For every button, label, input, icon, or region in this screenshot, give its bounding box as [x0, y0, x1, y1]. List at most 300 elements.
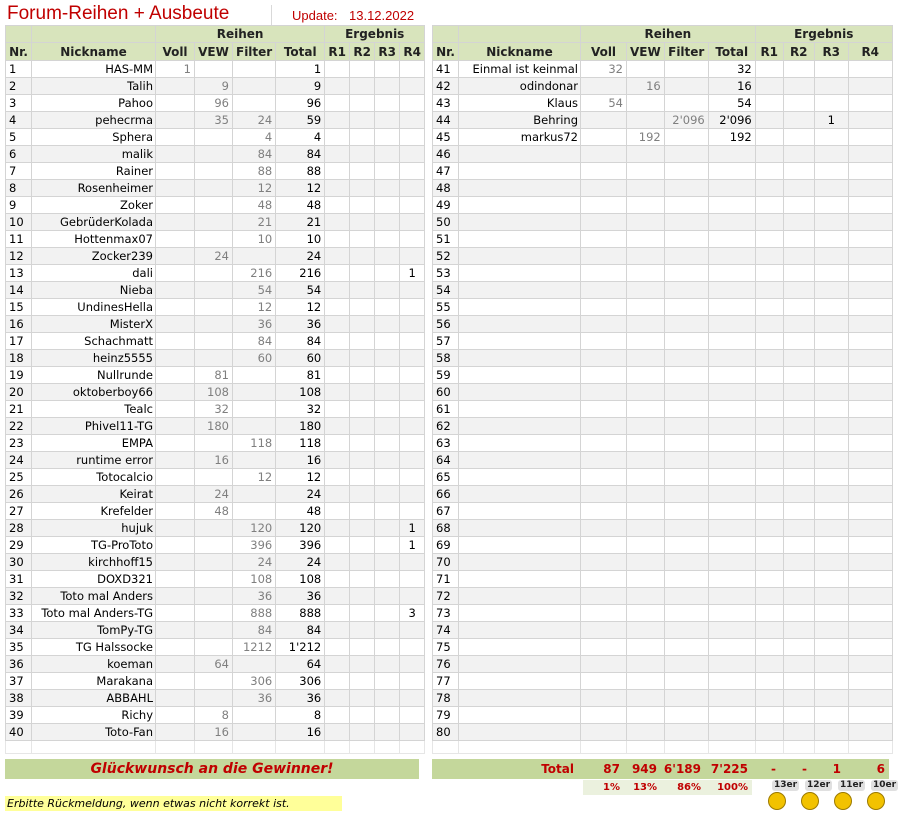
cell-vew: [627, 248, 665, 265]
cell-nickname: MisterX: [32, 316, 156, 333]
cell-total: 2'096: [708, 112, 755, 129]
col-header-nickname: Nickname: [459, 43, 581, 61]
cell-total: [708, 707, 755, 724]
cell-r2: [350, 571, 375, 588]
cell-voll: [156, 656, 195, 673]
table-row: [6, 384, 425, 401]
cell-nickname: HAS-MM: [32, 61, 156, 78]
cell-vew: [627, 537, 665, 554]
cell-r4: [848, 61, 892, 78]
cell-r3: [814, 214, 848, 231]
cell-nickname: Marakana: [32, 673, 156, 690]
cell-r2: [350, 316, 375, 333]
cell-nr: 9: [6, 197, 32, 214]
cell-nickname: koeman: [32, 656, 156, 673]
cell-r1: [325, 95, 350, 112]
cell-r2: [783, 231, 814, 248]
cell-r4: [400, 214, 425, 231]
cell-r4: [848, 112, 892, 129]
cell-total: [708, 656, 755, 673]
cell-total: [708, 401, 755, 418]
cell-nickname: Schachmatt: [32, 333, 156, 350]
cell-r4: [400, 367, 425, 384]
cell-voll: [156, 639, 195, 656]
cell-nickname: TomPy-TG: [32, 622, 156, 639]
cell-nr: 62: [433, 418, 459, 435]
cell-r3: [375, 435, 400, 452]
cell-filter: [233, 384, 276, 401]
cell-nickname: dali: [32, 265, 156, 282]
cell-r4: [400, 129, 425, 146]
cell-r4: [848, 656, 892, 673]
cell-r1: [325, 129, 350, 146]
cell-voll: [581, 486, 627, 503]
cell-r2: [783, 486, 814, 503]
cell-vew: [627, 112, 665, 129]
cell-nr: 8: [6, 180, 32, 197]
cell-total: [708, 520, 755, 537]
cell-nickname: [459, 231, 581, 248]
table-row: [433, 248, 893, 265]
table-row: [6, 673, 425, 690]
cell-total: 118: [276, 435, 325, 452]
cell-r4: [848, 180, 892, 197]
cell-r2: [783, 197, 814, 214]
cell-r4: [848, 452, 892, 469]
cell-nickname: [459, 333, 581, 350]
cell-total: 84: [276, 333, 325, 350]
cell-nr: 47: [433, 163, 459, 180]
cell-nickname: [459, 707, 581, 724]
cell-r4: [400, 673, 425, 690]
cell-r4: [400, 316, 425, 333]
cell-r1: [325, 282, 350, 299]
cell-r4: [848, 435, 892, 452]
cell-nickname: [459, 656, 581, 673]
cell-r4: [400, 180, 425, 197]
winner-11-icon: [832, 780, 862, 810]
cell-filter: 36: [233, 690, 276, 707]
cell-r1: [755, 401, 783, 418]
cell-r2: [783, 299, 814, 316]
cell-r2: [350, 112, 375, 129]
cell-vew: [195, 639, 233, 656]
cell-vew: [627, 333, 665, 350]
cell-r3: [814, 401, 848, 418]
cell-voll: [581, 418, 627, 435]
cell-filter: 48: [233, 197, 276, 214]
cell-voll: [156, 333, 195, 350]
percent-filter: 86%: [661, 780, 705, 795]
cell-nickname: [459, 180, 581, 197]
cell-total: [708, 231, 755, 248]
cell-vew: 108: [195, 384, 233, 401]
cell-nickname: [459, 605, 581, 622]
cell-r2: [350, 588, 375, 605]
cell-r1: [755, 180, 783, 197]
cell-r2: [350, 520, 375, 537]
group-header-reihen: Reihen: [581, 26, 756, 43]
cell-filter: 12: [233, 469, 276, 486]
cell-r2: [350, 605, 375, 622]
cell-voll: [156, 605, 195, 622]
cell-voll: [581, 588, 627, 605]
cell-r2: [783, 622, 814, 639]
cell-r1: [325, 299, 350, 316]
cell-filter: 120: [233, 520, 276, 537]
cell-total: 108: [276, 571, 325, 588]
cell-r2: [783, 316, 814, 333]
cell-nr: 66: [433, 486, 459, 503]
cell-filter: 108: [233, 571, 276, 588]
cell-r1: [325, 316, 350, 333]
cell-r3: [375, 588, 400, 605]
table-row: [6, 95, 425, 112]
update-label: Update:: [292, 8, 338, 23]
cell-r4: 1: [400, 265, 425, 282]
cell-vew: [627, 401, 665, 418]
cell-vew: [627, 673, 665, 690]
cell-nr: 73: [433, 605, 459, 622]
table-row: [433, 112, 893, 129]
cell-r1: [755, 61, 783, 78]
table-row: [433, 180, 893, 197]
cell-filter: 36: [233, 316, 276, 333]
cell-vew: [627, 486, 665, 503]
cell-r1: [755, 707, 783, 724]
cell-filter: [664, 520, 708, 537]
cell-nr: 51: [433, 231, 459, 248]
cell-total: 84: [276, 146, 325, 163]
table-row: [433, 520, 893, 537]
cell-nr: 48: [433, 180, 459, 197]
cell-r1: [325, 78, 350, 95]
cell-nr: 79: [433, 707, 459, 724]
cell-voll: [156, 163, 195, 180]
cell-r3: [375, 554, 400, 571]
cell-voll: [156, 299, 195, 316]
cell-filter: [664, 452, 708, 469]
cell-r2: [350, 231, 375, 248]
cell-r2: [350, 435, 375, 452]
medal-badge: 10er: [873, 780, 897, 790]
cell-r3: [814, 282, 848, 299]
cell-total: 36: [276, 588, 325, 605]
cell-nr: 3: [6, 95, 32, 112]
cell-voll: [156, 129, 195, 146]
cell-r2: [350, 401, 375, 418]
cell-r1: [755, 435, 783, 452]
cell-voll: [156, 537, 195, 554]
totals-row: [432, 759, 889, 779]
cell-r3: [375, 503, 400, 520]
cell-voll: [581, 605, 627, 622]
table-row: [433, 384, 893, 401]
cell-vew: [195, 469, 233, 486]
cell-total: [708, 537, 755, 554]
cell-total: 48: [276, 197, 325, 214]
cell-r1: [325, 486, 350, 503]
table-row: [6, 231, 425, 248]
cell-nr: 41: [433, 61, 459, 78]
cell-filter: 24: [233, 554, 276, 571]
cell-r3: [375, 605, 400, 622]
cell-r3: [814, 605, 848, 622]
cell-r1: [325, 588, 350, 605]
cell-total: [708, 350, 755, 367]
total-voll: 87: [603, 762, 620, 776]
cell-nickname: EMPA: [32, 435, 156, 452]
cell-nickname: [459, 401, 581, 418]
cell-r3: [814, 588, 848, 605]
cell-nr: 39: [6, 707, 32, 724]
cell-r4: [848, 231, 892, 248]
cell-vew: [195, 231, 233, 248]
spacer-cell: [375, 741, 400, 754]
header-blank: [433, 26, 459, 43]
cell-filter: [233, 95, 276, 112]
cell-r1: [755, 520, 783, 537]
cell-filter: 306: [233, 673, 276, 690]
cell-r3: [375, 61, 400, 78]
cell-total: [708, 248, 755, 265]
cell-nickname: GebrüderKolada: [32, 214, 156, 231]
table-row: [433, 163, 893, 180]
cell-r4: [848, 673, 892, 690]
cell-vew: [195, 282, 233, 299]
cell-nickname: [459, 197, 581, 214]
cell-r2: [783, 639, 814, 656]
cell-r2: [783, 367, 814, 384]
cell-r1: [325, 333, 350, 350]
cell-r1: [755, 673, 783, 690]
cell-r1: [325, 707, 350, 724]
col-header-r3: R3: [375, 43, 400, 61]
table-row: [433, 350, 893, 367]
cell-r3: [814, 656, 848, 673]
cell-r3: [375, 639, 400, 656]
cell-r1: [755, 78, 783, 95]
table-row: [6, 401, 425, 418]
cell-nickname: UndinesHella: [32, 299, 156, 316]
cell-nr: 80: [433, 724, 459, 741]
cell-r2: [350, 197, 375, 214]
cell-r1: [755, 622, 783, 639]
cell-total: [708, 316, 755, 333]
cell-filter: [664, 554, 708, 571]
cell-r2: [783, 282, 814, 299]
cell-total: [708, 384, 755, 401]
cell-filter: 1212: [233, 639, 276, 656]
cell-r4: [848, 690, 892, 707]
cell-vew: [627, 707, 665, 724]
cell-r4: [848, 95, 892, 112]
cell-r1: [325, 180, 350, 197]
cell-r1: [325, 197, 350, 214]
cell-vew: [627, 61, 665, 78]
cell-r4: [848, 214, 892, 231]
cell-filter: [664, 78, 708, 95]
cell-r1: [755, 265, 783, 282]
cell-voll: [156, 78, 195, 95]
cell-r4: [848, 537, 892, 554]
cell-r3: [375, 520, 400, 537]
cell-nickname: [459, 503, 581, 520]
cell-r4: [400, 401, 425, 418]
cell-nr: 6: [6, 146, 32, 163]
cell-r4: [400, 469, 425, 486]
cell-r1: [325, 503, 350, 520]
cell-vew: 35: [195, 112, 233, 129]
group-header-reihen: Reihen: [156, 26, 325, 43]
cell-nr: 76: [433, 656, 459, 673]
table-row: [6, 469, 425, 486]
cell-r2: [350, 469, 375, 486]
cell-nickname: [459, 316, 581, 333]
cell-r2: [783, 163, 814, 180]
cell-vew: [627, 282, 665, 299]
cell-filter: 888: [233, 605, 276, 622]
table-row: [433, 690, 893, 707]
cell-vew: [195, 605, 233, 622]
title-divider: [271, 5, 272, 25]
cell-total: [708, 435, 755, 452]
cell-r3: [814, 265, 848, 282]
cell-vew: 16: [195, 452, 233, 469]
cell-voll: [581, 724, 627, 741]
cell-voll: [156, 214, 195, 231]
cell-voll: [581, 367, 627, 384]
cell-total: 84: [276, 622, 325, 639]
cell-voll: [156, 180, 195, 197]
cell-voll: [581, 452, 627, 469]
cell-nr: 45: [433, 129, 459, 146]
cell-r3: [375, 537, 400, 554]
spacer-cell: [581, 741, 627, 754]
cell-filter: [664, 299, 708, 316]
cell-r4: [848, 520, 892, 537]
spacer-cell: [783, 741, 814, 754]
cell-voll: [581, 248, 627, 265]
cell-r4: [400, 554, 425, 571]
cell-r3: [814, 316, 848, 333]
cell-nickname: Rosenheimer: [32, 180, 156, 197]
table-row: [433, 605, 893, 622]
cell-nr: 70: [433, 554, 459, 571]
table-row: [433, 316, 893, 333]
spacer-cell: [32, 741, 156, 754]
cell-nickname: Toto-Fan: [32, 724, 156, 741]
cell-r4: [848, 418, 892, 435]
cell-voll: [581, 622, 627, 639]
cell-r4: [400, 724, 425, 741]
cell-r1: [325, 435, 350, 452]
table-row: [6, 452, 425, 469]
spacer-cell: [708, 741, 755, 754]
cell-filter: [664, 61, 708, 78]
cell-r2: [350, 163, 375, 180]
cell-r2: [350, 690, 375, 707]
cell-vew: 96: [195, 95, 233, 112]
cell-r2: [350, 146, 375, 163]
cell-voll: [581, 707, 627, 724]
cell-r1: [755, 571, 783, 588]
cell-r4: [400, 163, 425, 180]
cell-nickname: [459, 384, 581, 401]
cell-r2: [350, 486, 375, 503]
cell-voll: [156, 690, 195, 707]
cell-r4: [848, 384, 892, 401]
cell-vew: [627, 367, 665, 384]
cell-total: 24: [276, 554, 325, 571]
cell-r3: [814, 469, 848, 486]
cell-r2: [783, 435, 814, 452]
header-blank: [6, 26, 32, 43]
cell-vew: [195, 520, 233, 537]
cell-voll: [156, 469, 195, 486]
cell-nr: 19: [6, 367, 32, 384]
cell-voll: [581, 469, 627, 486]
cell-vew: 81: [195, 367, 233, 384]
cell-voll: [156, 554, 195, 571]
cell-vew: [627, 639, 665, 656]
cell-r2: [783, 146, 814, 163]
cell-r4: [848, 486, 892, 503]
cell-filter: [664, 163, 708, 180]
table-row: [6, 367, 425, 384]
cell-nr: 61: [433, 401, 459, 418]
table-row: [433, 401, 893, 418]
cell-r2: [783, 554, 814, 571]
cell-r2: [350, 673, 375, 690]
cell-total: 24: [276, 248, 325, 265]
cell-r4: [400, 486, 425, 503]
table-row: [6, 605, 425, 622]
cell-r2: [350, 639, 375, 656]
cell-filter: [664, 435, 708, 452]
percent-total: 100%: [705, 780, 752, 795]
cell-r3: [375, 197, 400, 214]
cell-filter: [664, 673, 708, 690]
cell-filter: [664, 146, 708, 163]
group-header-ergebnis: Ergebnis: [325, 26, 425, 43]
cell-r3: [814, 299, 848, 316]
cell-r1: [755, 163, 783, 180]
cell-r3: [375, 78, 400, 95]
cell-total: 60: [276, 350, 325, 367]
cell-vew: [627, 452, 665, 469]
cell-r2: [350, 129, 375, 146]
table-row: [433, 367, 893, 384]
table-row: [433, 656, 893, 673]
cell-r2: [783, 112, 814, 129]
table-row: [6, 622, 425, 639]
cell-r4: [848, 163, 892, 180]
cell-r3: [375, 282, 400, 299]
cell-total: 192: [708, 129, 755, 146]
cell-filter: [233, 486, 276, 503]
cell-voll: [581, 656, 627, 673]
cell-r3: [814, 435, 848, 452]
cell-filter: [233, 61, 276, 78]
cell-nr: 38: [6, 690, 32, 707]
table-row: [6, 656, 425, 673]
table-row: [433, 486, 893, 503]
cell-total: 8: [276, 707, 325, 724]
cell-total: [708, 503, 755, 520]
cell-r3: [814, 707, 848, 724]
col-header-r1: R1: [755, 43, 783, 61]
